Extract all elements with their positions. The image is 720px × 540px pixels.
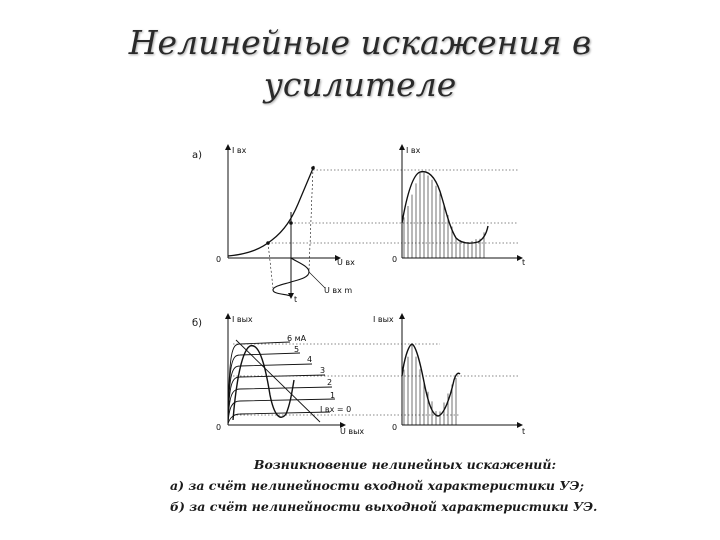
input-characteristic-curve [228,166,314,256]
panel-a-output-time-label: t [522,258,526,267]
panel-a-output-y-label: I вх [406,146,421,155]
curve-label-1: 1 [330,391,336,400]
curve-label-5: 5 [294,345,300,354]
output-a-hatching [404,172,484,258]
panel-a-output-origin: 0 [392,255,398,264]
panel-b-input-y-label: I вых [232,315,253,324]
output-b-hatching [404,344,456,425]
curve-label-3: 3 [320,366,326,375]
panel-b-input-origin: 0 [216,423,222,432]
projection-line-1 [268,243,273,288]
curve-label-4: 4 [307,355,313,364]
panel-b-signal-sine [233,346,294,420]
panel-a [192,145,525,304]
panel-b-label: б) [192,318,203,329]
panel-a-time-label: t [294,295,298,304]
panel-b-input-x-label: U вых [340,427,365,436]
panel-a-input-y-label: I вх [232,146,247,155]
panel-a-label: а) [192,150,203,161]
curve-label-6ma: 6 мА [287,334,307,343]
input-signal-label: U вх m [324,286,353,295]
signal-label-pointer [309,272,325,288]
curve-label-0: I вх = 0 [320,405,352,414]
curve-label-2: 2 [327,378,333,387]
load-line [236,340,320,422]
panel-b-output-origin: 0 [392,423,398,432]
output-a-waveform [402,172,488,244]
title-line-2: усилителе [263,65,457,104]
title-line-1: Нелинейные искажения в [128,23,592,62]
panel-a-input-x-label: U вх [337,258,355,267]
caption-line-2: а) за счёт нелинейности входной характеристики УЭ; [170,478,585,493]
caption-line-3: б) за счёт нелинейности выходной характеристики УЭ. [170,499,598,514]
output-characteristic-curve [228,412,330,424]
output-characteristic-curve [228,399,335,424]
output-b-waveform [402,344,460,416]
panel-b-output-time-label: t [522,427,526,436]
panel-b [192,314,525,436]
figure-caption [170,454,640,517]
projection-line-2 [309,168,313,270]
panel-a-input-origin: 0 [216,255,222,264]
panel-b-output-y-label: I вых [373,315,394,324]
caption-line-1: Возникновение нелинейных искажений: [253,457,557,472]
